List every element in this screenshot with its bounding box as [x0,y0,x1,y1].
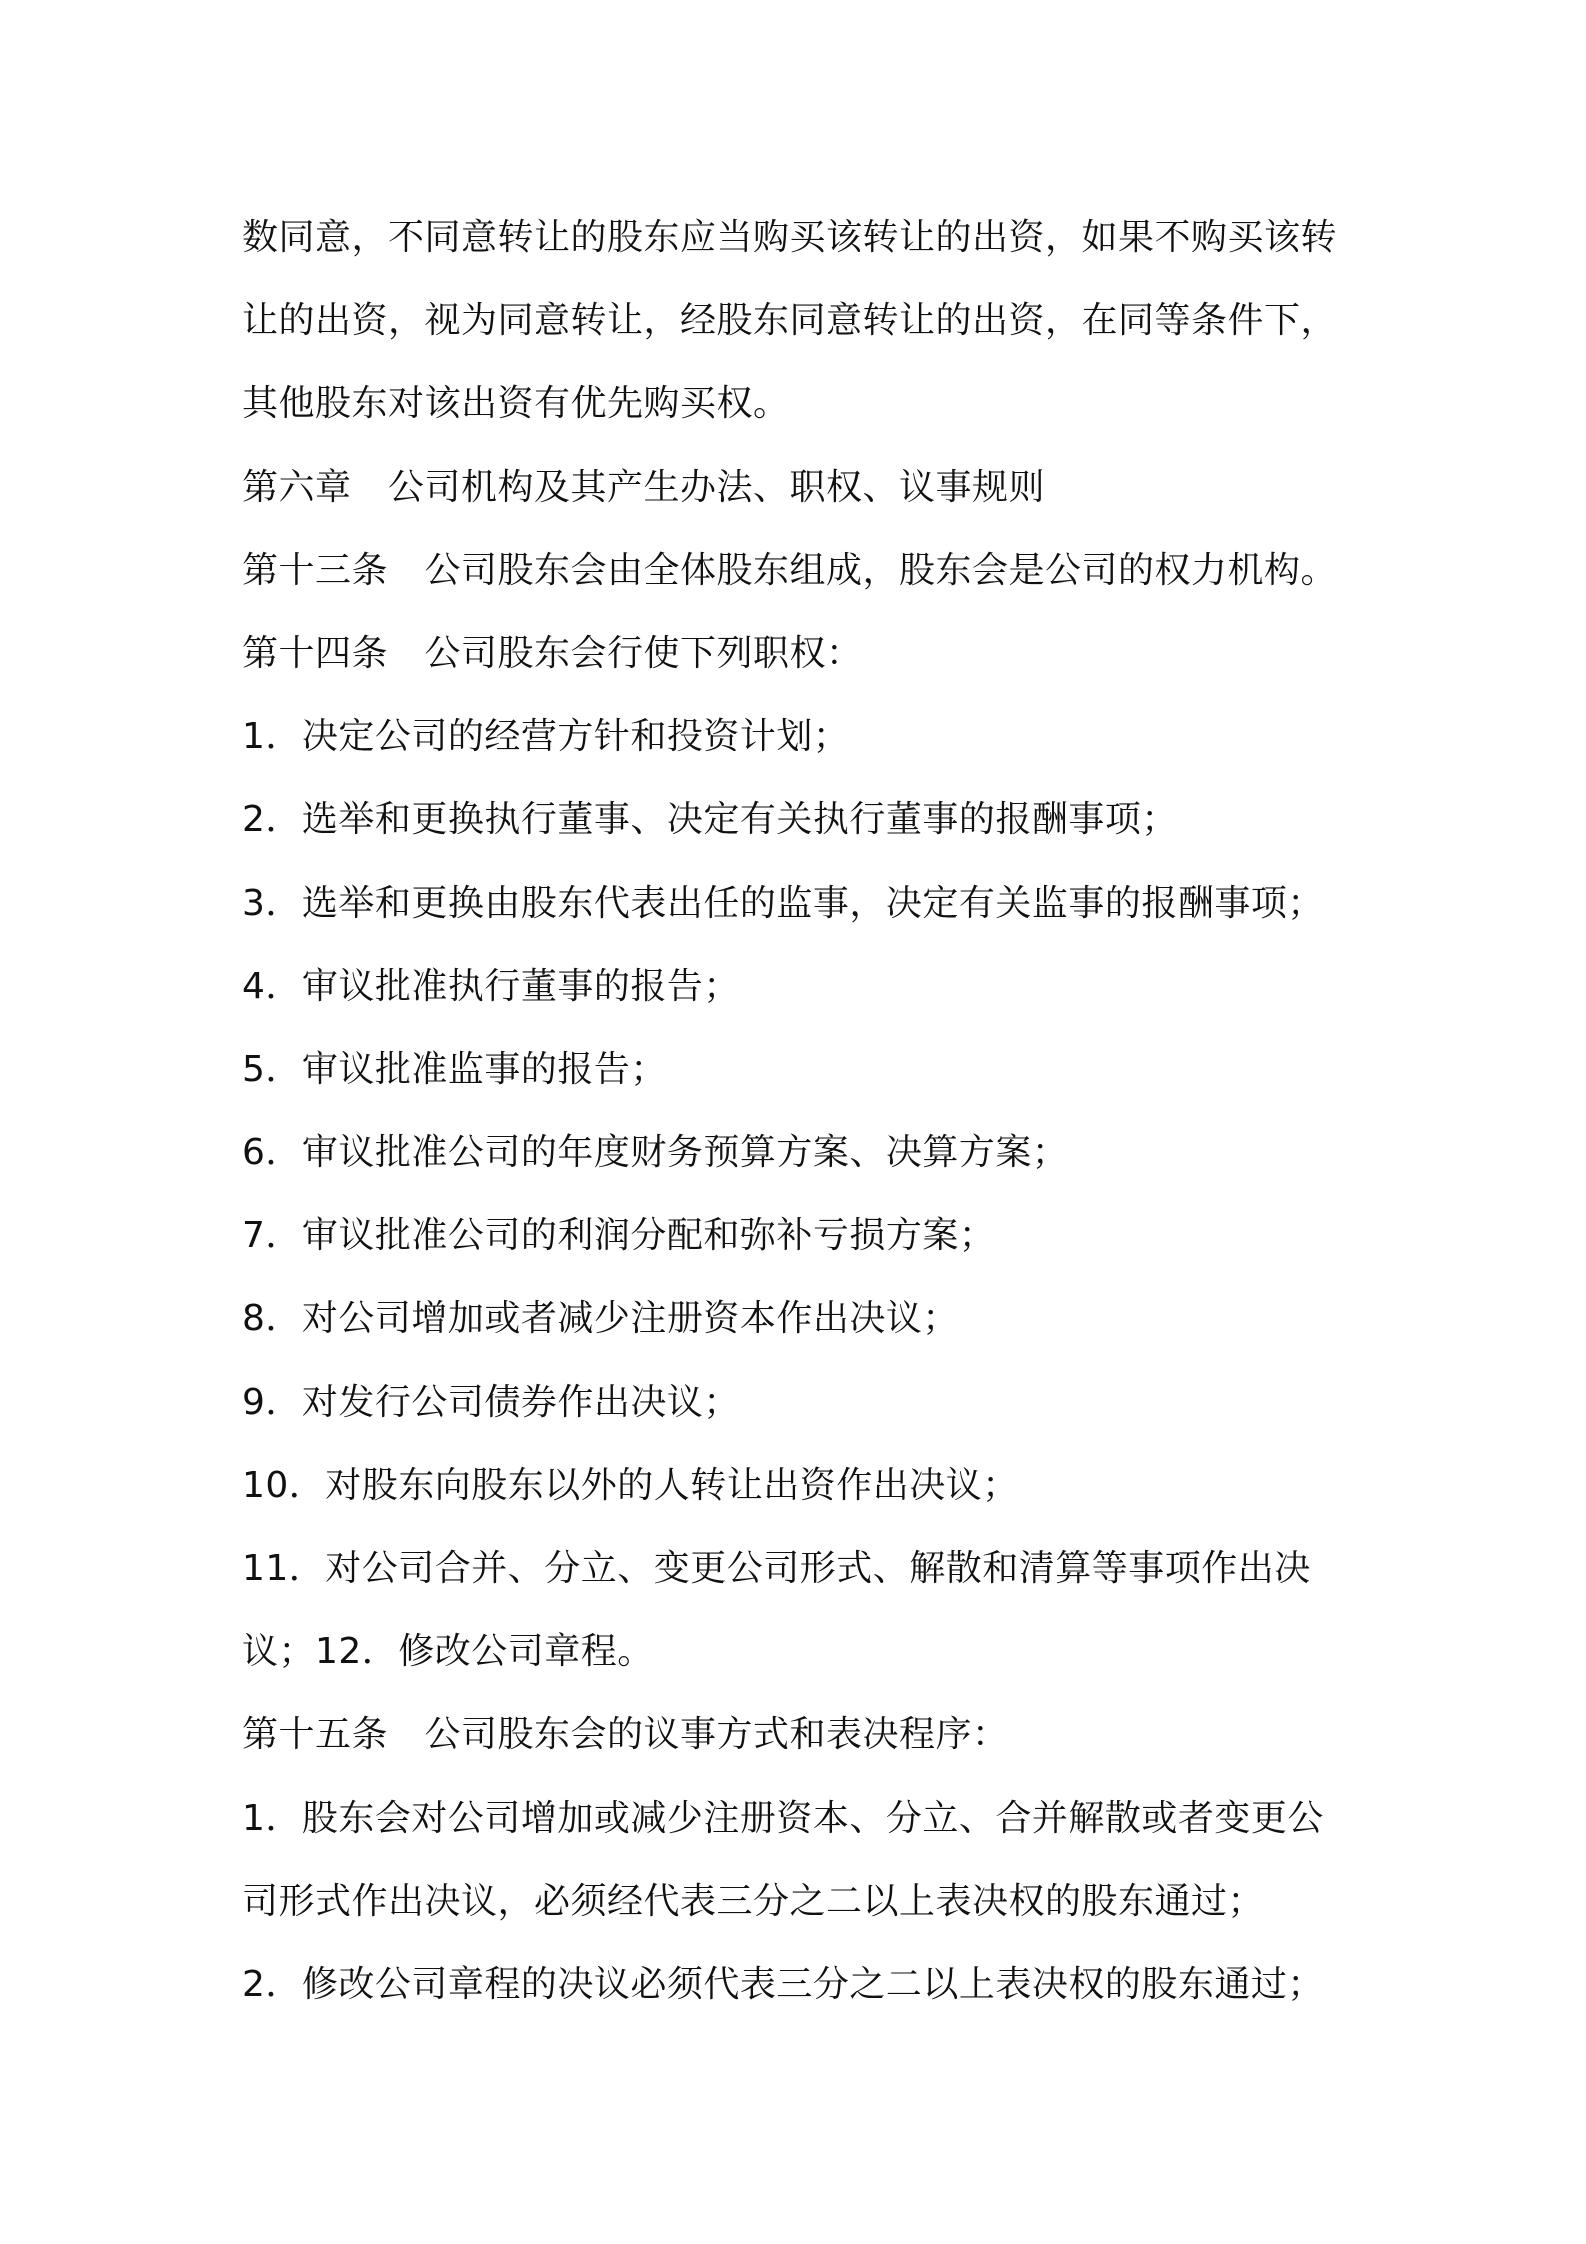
text-line: 数同意，不同意转让的股东应当购买该转让的出资，如果不购买该转 [242,217,1338,258]
list-item: 8．对公司增加或者减少注册资本作出决议； [242,1298,959,1340]
list-item: 1．股东会对公司增加或减少注册资本、分立、合并解散或者变更公 [242,1797,1324,1839]
list-item: 司形式作出决议，必须经代表三分之二以上表决权的股东通过； [242,1880,1265,1922]
article-14: 第十四条 公司股东会行使下列职权： [242,632,863,674]
list-item: 3．选举和更换由股东代表出任的监事，决定有关监事的报酬事项； [242,882,1324,924]
list-item: 4．审议批准执行董事的报告； [242,965,740,1007]
text-line: 让的出资，视为同意转让，经股东同意转让的出资，在同等条件下， [242,300,1338,342]
chapter-heading: 第六章 公司机构及其产生办法、职权、议事规则 [242,466,1046,508]
article-13: 第十三条 公司股东会由全体股东组成，股东会是公司的权力机构。 [242,549,1338,591]
list-item: 1．决定公司的经营方针和投资计划； [242,716,850,758]
list-item: 5．审议批准监事的报告； [242,1048,667,1090]
document-body [242,196,1372,2026]
list-item: 2．选举和更换执行董事、决定有关执行董事的报酬事项； [242,799,1178,841]
list-item: 11．对公司合并、分立、变更公司形式、解散和清算等事项作出决 [242,1548,1311,1589]
list-item: 6．审议批准公司的年度财务预算方案、决算方案； [242,1132,1069,1174]
list-item: 10．对股东向股东以外的人转让出资作出决议； [242,1464,1019,1506]
text-line: 其他股东对该出资有优先购买权。 [242,383,790,425]
article-15: 第十五条 公司股东会的议事方式和表决程序： [242,1714,1009,1756]
list-item: 7．审议批准公司的利润分配和弥补亏损方案； [242,1215,996,1257]
list-item: 9．对发行公司债券作出决议； [242,1381,740,1423]
list-item: 议；12．修改公司章程。 [242,1631,654,1673]
list-item: 2．修改公司章程的决议必须代表三分之二以上表决权的股东通过； [242,1963,1324,2005]
